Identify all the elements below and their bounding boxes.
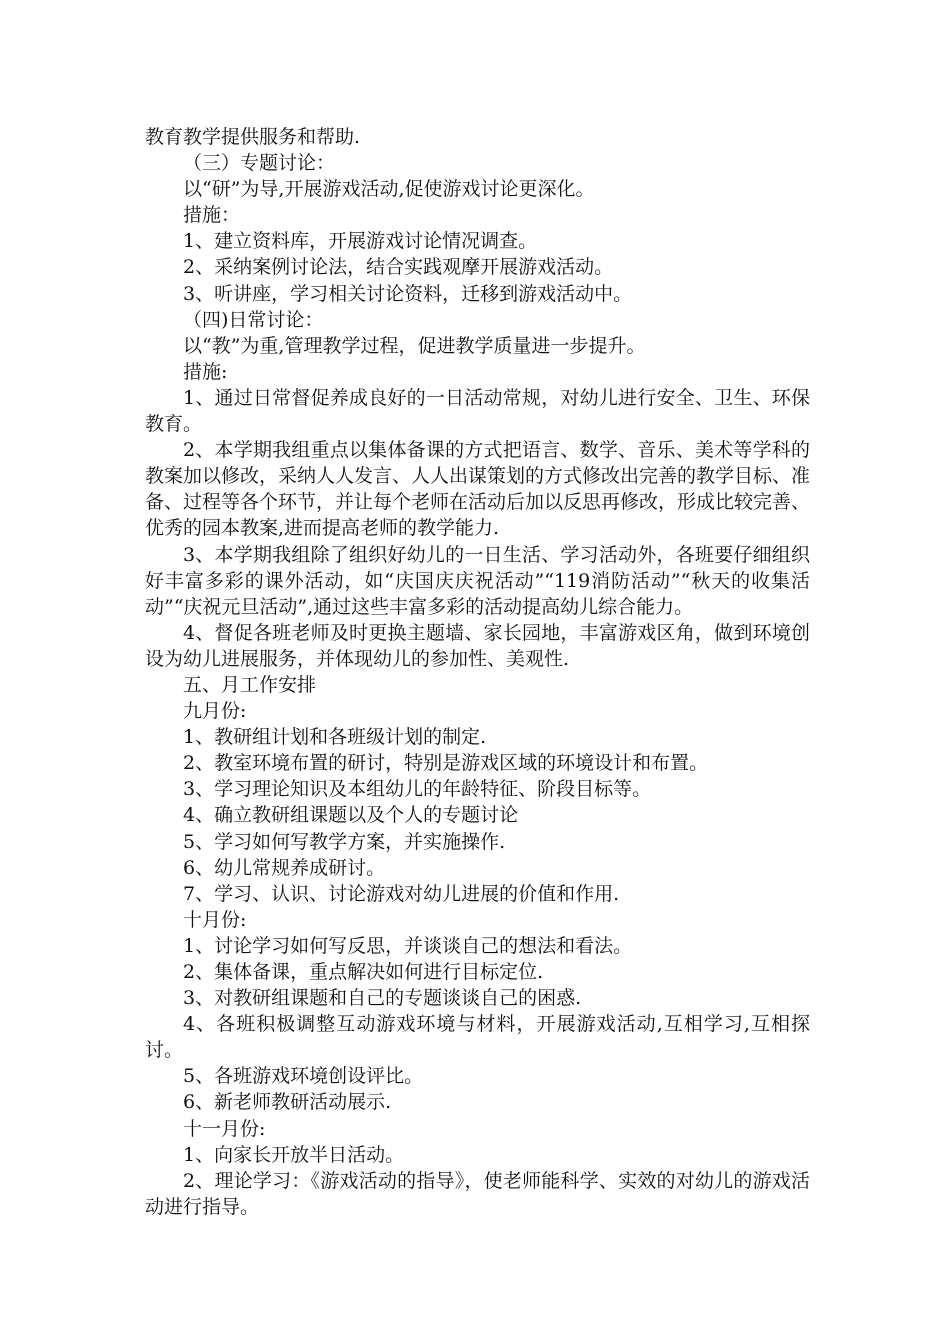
measures-label: 措施:: [183, 360, 228, 383]
list-item: 2、教室环境布置的研讨，特别是游戏区域的环境设计和布置。: [183, 752, 709, 775]
list-item: 2、本学期我组重点以集体备课的方式把语言、数学、音乐、美术等学科的教案加以修改，采纳人人发言、人人出谋策划的方式修改出完善的教学目标、准备、过程等各个环节，并让每个老师在活动后加以反思再修改，形成比较完善、优秀的园本教案,进而提高老师的教学能力.: [145, 439, 811, 540]
list-item: 1、建立资料库，开展游戏讨论情况调查。: [183, 230, 538, 253]
list-item: 3、学习理论知识及本组幼儿的年龄特征、阶段目标等。: [183, 778, 652, 801]
list-item: 6、新老师教研活动展示.: [183, 1091, 392, 1114]
list-item: 7、学习、认识、讨论游戏对幼儿进展的价值和作用.: [183, 882, 620, 905]
list-item: 2、理论学习：《游戏活动的指导》，使老师能科学、实效的对幼儿的游戏活动进行指导。: [145, 1169, 810, 1218]
list-item: 1、向家长开放半日活动。: [183, 1143, 405, 1166]
list-item: 3、听讲座，学习相关讨论资料，迁移到游戏活动中。: [183, 282, 633, 305]
list-item: 6、幼儿常规养成研讨。: [183, 856, 386, 879]
month-heading: 十一月份:: [183, 1117, 266, 1140]
list-item: 5、各班游戏环境创设评比。: [183, 1065, 424, 1088]
section-heading: （三）专题讨论：: [183, 152, 336, 175]
paragraph: 以“研”为导,开展游戏活动,促使游戏讨论更深化。: [183, 178, 595, 201]
paragraph: 教育教学提供服务和帮助.: [145, 126, 361, 148]
list-item: 4、确立教研组课题以及个人的专题讨论: [183, 804, 519, 827]
measures-label: 措施：: [183, 204, 241, 227]
list-item: 4、各班积极调整互动游戏环境与材料，开展游戏活动,互相学习,互相探讨。: [145, 1013, 810, 1062]
section-heading: 五、月工作安排: [183, 673, 317, 696]
list-item: 1、教研组计划和各班级计划的制定.: [183, 726, 487, 749]
list-item: 4、督促各班老师及时更换主题墙、家长园地，丰富游戏区角，做到环境创设为幼儿进展服务，并体现幼儿的参加性、美观性.: [145, 621, 810, 670]
list-item: 1、通过日常督促养成良好的一日活动常规，对幼儿进行安全、卫生、环保教育。: [145, 386, 810, 436]
list-item: 2、集体备课，重点解决如何进行目标定位.: [183, 961, 544, 983]
month-heading: 九月份:: [183, 700, 247, 723]
list-item: 3、对教研组课题和自己的专题谈谈自己的困惑.: [183, 987, 582, 1010]
list-item: 5、学习如何写教学方案，并实施操作.: [183, 830, 506, 853]
document-body: [145, 124, 810, 1220]
list-item: 3、本学期我组除了组织好幼儿的一日生活、学习活动外，各班要仔细组织好丰富多彩的课外活动，如“庆国庆庆祝活动”“119消防活动”“秋天的收集活动”“庆祝元旦活动”,通过这些丰富多彩的活动提高幼儿综合能力。: [145, 543, 810, 618]
paragraph: 以“教”为重,管理教学过程，促进教学质量进一步提升。: [183, 334, 646, 357]
list-item: 1、讨论学习如何写反思，并谈谈自己的想法和看法。: [183, 934, 633, 957]
list-item: 2、采纳案例讨论法，结合实践观摩开展游戏活动。: [183, 256, 614, 279]
section-heading: （四)日常讨论：: [183, 308, 324, 331]
month-heading: 十月份:: [183, 908, 247, 931]
